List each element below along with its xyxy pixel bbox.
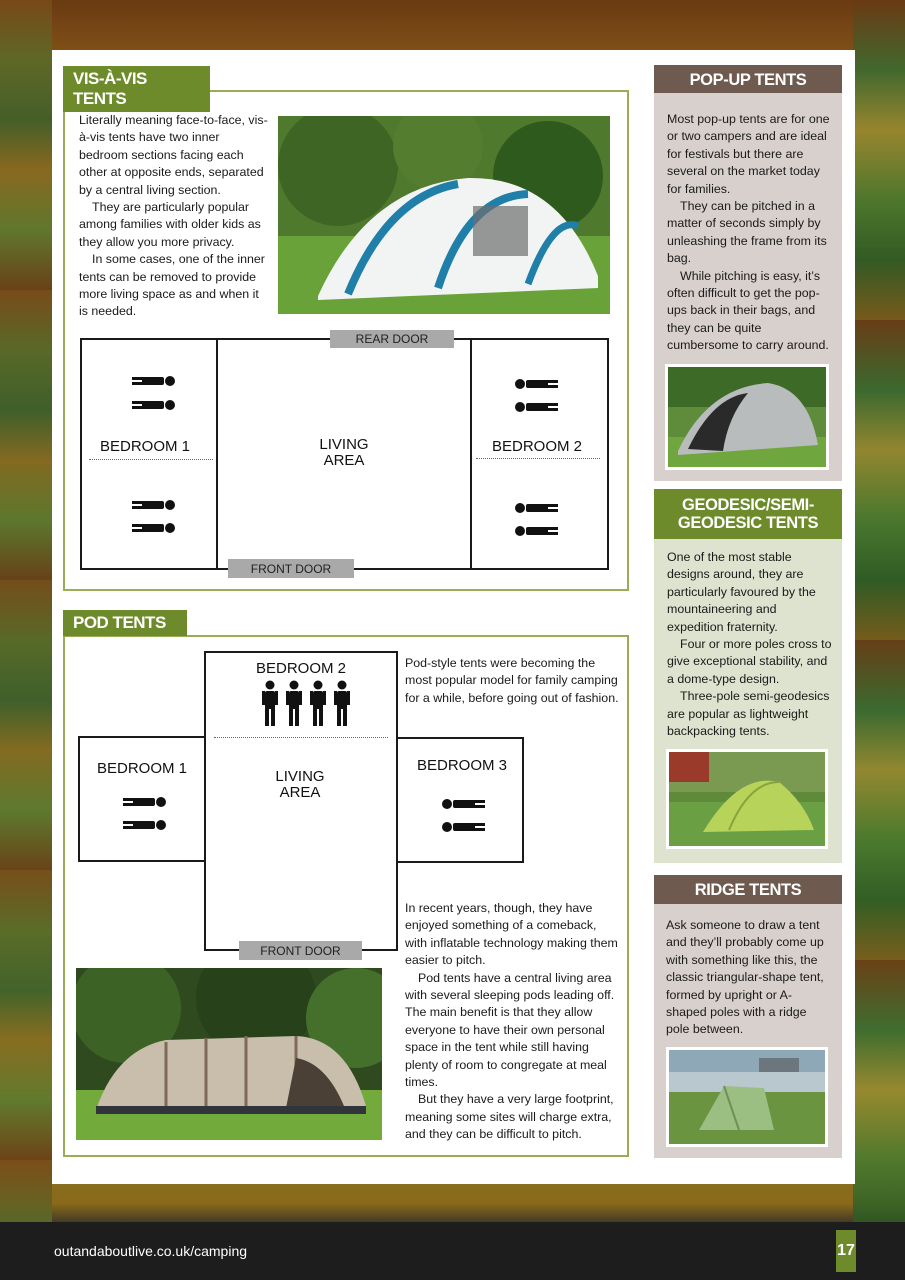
ridge-heading: RIDGE TENTS bbox=[654, 875, 842, 904]
ridge-text bbox=[666, 917, 832, 1039]
visavis-living-label-line: LIVING bbox=[319, 436, 369, 453]
pod-paragraph: In recent years, though, they have enjoyed something of a comeback, with inflatable technology making them easier to pitch. bbox=[405, 901, 618, 968]
person-icon bbox=[130, 498, 176, 512]
pod-living-label-line: AREA bbox=[279, 784, 321, 801]
person-icon bbox=[262, 680, 278, 726]
footer-url: outandaboutlive.co.uk/camping bbox=[54, 1243, 248, 1259]
pod-bedroom-3-label: BEDROOM 3 bbox=[416, 757, 507, 774]
pod-text bbox=[405, 900, 620, 1144]
background-right-strip bbox=[853, 0, 905, 1222]
pod-living-label bbox=[252, 769, 348, 801]
pod-intro-text bbox=[405, 655, 625, 707]
ridge-paragraph: Ask someone to draw a tent and they’ll probably come up with something like this, the classic triangular-shape tent, formed by upright or A-shaped poles with a ridge pole between. bbox=[666, 918, 824, 1037]
ridge-tent-photo bbox=[666, 1047, 828, 1147]
visavis-paragraph: Literally meaning face-to-face, vis-à-vis tents have two inner bedroom sections facing each other at opposite ends, separated by a central living section. bbox=[79, 113, 268, 197]
visavis-paragraph: In some cases, one of the inner tents can be removed to provide more living space as and when it is needed. bbox=[79, 252, 265, 319]
popup-tent-photo bbox=[665, 364, 829, 470]
visavis-text bbox=[79, 112, 269, 321]
pod-paragraph: But they have a very large footprint, meaning some sites will charge extra, and they can be difficult to pitch. bbox=[405, 1092, 614, 1142]
pod-paragraph: Pod tents have a central living area with several sleeping pods leading off. The main benefit is that they allow everyone to have their own personal space in the tent while still having plenty of room to congregate at meal times. bbox=[405, 970, 615, 1090]
person-icon bbox=[334, 680, 350, 726]
person-icon bbox=[514, 400, 560, 414]
pod-bedroom-1-label: BEDROOM 1 bbox=[96, 760, 187, 777]
person-icon bbox=[130, 521, 176, 535]
pod-heading: POD TENTS bbox=[63, 610, 187, 636]
person-icon bbox=[514, 501, 560, 515]
person-icon bbox=[310, 680, 326, 726]
visavis-bedroom-2-divider bbox=[476, 458, 600, 459]
popup-text bbox=[667, 111, 832, 355]
person-icon bbox=[441, 820, 487, 834]
visavis-bedroom-1-label: BEDROOM 1 bbox=[99, 438, 190, 455]
visavis-living-label-line: AREA bbox=[323, 452, 365, 469]
visavis-front-door: FRONT DOOR bbox=[228, 559, 354, 578]
pod-bedroom-2-label: BEDROOM 2 bbox=[255, 660, 346, 677]
geodesic-text bbox=[667, 549, 834, 740]
geodesic-paragraph: Three-pole semi-geodesics are popular as lightweight backpacking tents. bbox=[667, 689, 830, 739]
visavis-heading: VIS-À-VIS TENTS bbox=[63, 66, 210, 112]
visavis-bedroom-2-label: BEDROOM 2 bbox=[491, 438, 582, 455]
background-left-strip bbox=[0, 0, 52, 1222]
person-icon bbox=[286, 680, 302, 726]
visavis-rear-door: REAR DOOR bbox=[330, 330, 454, 348]
pod-intro-paragraph: Pod-style tents were becoming the most popular model for family camping for a while, before going out of fashion. bbox=[405, 656, 619, 705]
geodesic-heading-line: GEODESIC TENTS bbox=[677, 514, 819, 532]
popup-heading: POP-UP TENTS bbox=[654, 65, 842, 93]
popup-paragraph: They can be pitched in a matter of seconds simply by unleashing the frame from its bag. bbox=[667, 199, 827, 266]
person-icon bbox=[130, 374, 176, 388]
visavis-tent-photo bbox=[278, 116, 610, 314]
pod-front-door: FRONT DOOR bbox=[239, 941, 362, 960]
pod-living-label-line: LIVING bbox=[275, 768, 325, 785]
popup-paragraph: Most pop-up tents are for one or two campers and are ideal for festivals but there are several on the market today for families. bbox=[667, 112, 830, 196]
person-icon bbox=[514, 524, 560, 538]
visavis-bedroom-1-divider bbox=[89, 459, 213, 460]
geodesic-heading-line: GEODESIC/SEMI- bbox=[682, 496, 814, 514]
visavis-living-label bbox=[294, 437, 394, 469]
pod-tent-photo bbox=[76, 968, 382, 1140]
visavis-paragraph: They are particularly popular among families with older kids as they allow you more privacy. bbox=[79, 200, 261, 249]
person-icon bbox=[514, 377, 560, 391]
person-icon bbox=[130, 398, 176, 412]
geodesic-paragraph: Four or more poles cross to give exceptional stability, and a dome-type design. bbox=[667, 637, 832, 686]
geodesic-tent-photo bbox=[666, 749, 828, 849]
page-number: 17 bbox=[836, 1230, 856, 1272]
person-icon bbox=[121, 818, 167, 832]
geodesic-paragraph: One of the most stable designs around, they are particularly favoured by the mountaineering and expedition fraternity. bbox=[667, 550, 816, 634]
person-icon bbox=[441, 797, 487, 811]
person-icon bbox=[121, 795, 167, 809]
geodesic-heading bbox=[654, 489, 842, 539]
popup-paragraph: While pitching is easy, it’s often difficult to get the pop-ups back in their bags, and they can be quite cumbersome to carry around. bbox=[667, 268, 829, 353]
pod-bedroom-2-divider bbox=[214, 737, 388, 738]
